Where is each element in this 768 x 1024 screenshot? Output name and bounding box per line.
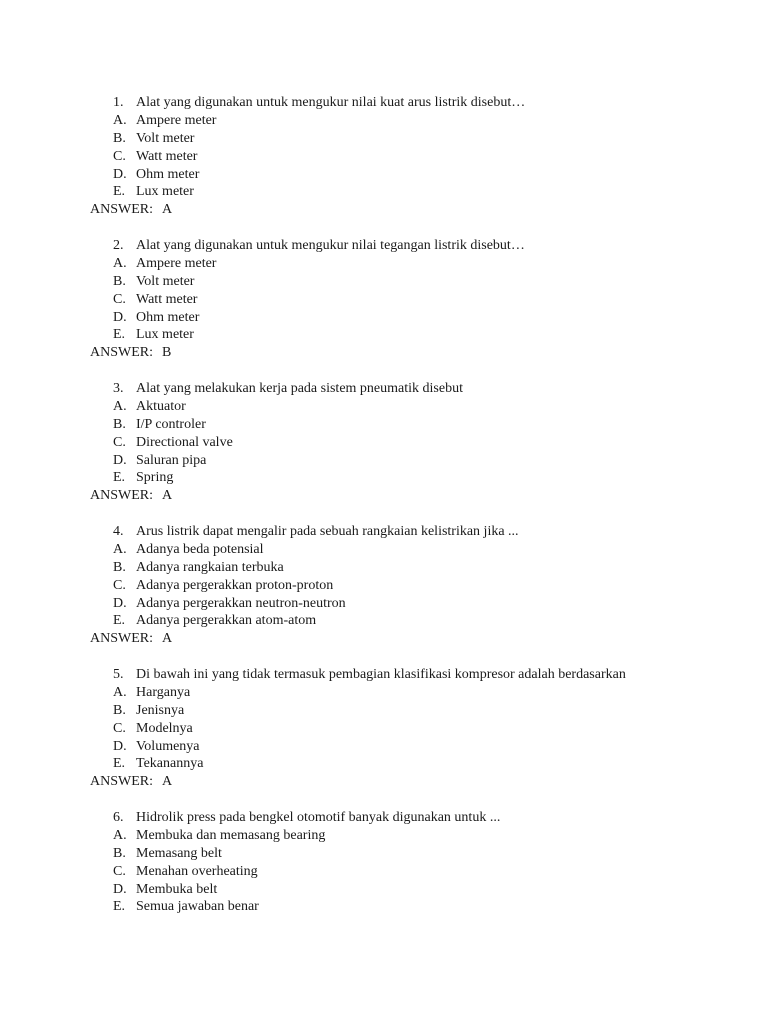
option-row — [0, 684, 768, 702]
option-letter: A. — [113, 398, 127, 414]
option-text: Directional valve — [136, 434, 233, 450]
question-stem — [0, 94, 768, 112]
option-text: Adanya pergerakkan neutron-neutron — [136, 595, 346, 611]
option-text: Menahan overheating — [136, 863, 258, 879]
answer-value: A — [162, 774, 173, 790]
question-text: Hidrolik press pada bengkel otomotif banyak digunakan untuk ... — [136, 810, 501, 825]
option-letter: D. — [113, 452, 127, 468]
option-text: Ohm meter — [136, 166, 200, 182]
option-row — [0, 452, 768, 470]
option-row — [0, 738, 768, 756]
option-letter: E. — [113, 899, 126, 915]
option-text: Watt meter — [136, 291, 198, 307]
question-number: 2. — [113, 238, 124, 253]
option-letter: B. — [113, 416, 126, 432]
question-block — [0, 380, 768, 523]
question-number: 4. — [113, 524, 124, 539]
option-letter: D. — [113, 309, 127, 325]
answer-value: B — [162, 345, 172, 361]
question-block — [0, 94, 768, 237]
answer-line — [0, 487, 768, 505]
option-letter: A. — [113, 827, 127, 843]
option-row — [0, 130, 768, 148]
option-row — [0, 416, 768, 434]
option-letter: A. — [113, 684, 127, 700]
option-text: Spring — [136, 470, 174, 486]
question-stem — [0, 380, 768, 398]
option-row — [0, 183, 768, 201]
answer-line — [0, 201, 768, 219]
option-letter: B. — [113, 273, 126, 289]
option-text: Memasang belt — [136, 845, 222, 861]
question-text: Alat yang digunakan untuk mengukur nilai tegangan listrik disebut… — [136, 238, 525, 253]
option-letter: C. — [113, 434, 126, 450]
option-row — [0, 881, 768, 899]
option-letter: C. — [113, 720, 126, 736]
option-row — [0, 273, 768, 291]
answer-line — [0, 344, 768, 362]
option-row — [0, 469, 768, 487]
option-row — [0, 612, 768, 630]
question-block — [0, 237, 768, 380]
answer-label: ANSWER: — [90, 202, 153, 218]
answer-label: ANSWER: — [90, 631, 153, 647]
option-row — [0, 577, 768, 595]
option-row — [0, 559, 768, 577]
option-row — [0, 702, 768, 720]
option-row — [0, 845, 768, 863]
option-row — [0, 898, 768, 916]
option-row — [0, 148, 768, 166]
question-block — [0, 523, 768, 666]
question-text: Alat yang digunakan untuk mengukur nilai kuat arus listrik disebut… — [136, 95, 526, 110]
option-text: Membuka dan memasang bearing — [136, 827, 326, 843]
answer-label: ANSWER: — [90, 345, 153, 361]
option-letter: E. — [113, 613, 126, 629]
option-row — [0, 166, 768, 184]
option-letter: A. — [113, 255, 127, 271]
option-text: Volt meter — [136, 273, 195, 289]
option-text: Tekanannya — [136, 756, 204, 772]
option-row — [0, 434, 768, 452]
option-text: Adanya pergerakkan atom-atom — [136, 613, 317, 629]
option-row — [0, 309, 768, 327]
option-row — [0, 720, 768, 738]
option-letter: D. — [113, 166, 127, 182]
answer-line — [0, 630, 768, 648]
option-letter: C. — [113, 577, 126, 593]
question-number: 5. — [113, 667, 124, 682]
question-block — [0, 666, 768, 809]
option-text: Modelnya — [136, 720, 193, 736]
option-text: Ohm meter — [136, 309, 200, 325]
option-letter: E. — [113, 470, 126, 486]
answer-value: A — [162, 202, 173, 218]
option-text: Adanya rangkaian terbuka — [136, 559, 284, 575]
option-letter: B. — [113, 559, 126, 575]
option-letter: E. — [113, 327, 126, 343]
option-row — [0, 291, 768, 309]
question-number: 6. — [113, 810, 124, 825]
question-number: 3. — [113, 381, 124, 396]
option-letter: C. — [113, 291, 126, 307]
option-row — [0, 541, 768, 559]
answer-value: A — [162, 631, 173, 647]
option-text: Membuka belt — [136, 881, 218, 897]
option-letter: D. — [113, 881, 127, 897]
option-text: Saluran pipa — [136, 452, 207, 468]
option-row — [0, 827, 768, 845]
answer-label: ANSWER: — [90, 488, 153, 504]
option-row — [0, 595, 768, 613]
option-letter: A. — [113, 541, 127, 557]
option-text: Aktuator — [136, 398, 186, 414]
question-text: Alat yang melakukan kerja pada sistem pneumatik disebut — [136, 381, 463, 396]
answer-label: ANSWER: — [90, 774, 153, 790]
question-block — [0, 809, 768, 952]
option-text: Lux meter — [136, 327, 194, 343]
option-letter: B. — [113, 702, 126, 718]
option-letter: B. — [113, 130, 126, 146]
option-text: Volumenya — [136, 738, 200, 754]
question-stem — [0, 237, 768, 255]
option-letter: A. — [113, 112, 127, 128]
question-stem — [0, 523, 768, 541]
option-text: Volt meter — [136, 130, 195, 146]
option-text: I/P controler — [136, 416, 206, 432]
option-text: Jenisnya — [136, 702, 185, 718]
answer-line — [0, 773, 768, 791]
question-stem — [0, 666, 768, 684]
option-row — [0, 398, 768, 416]
option-text: Watt meter — [136, 148, 198, 164]
option-text: Adanya beda potensial — [136, 541, 264, 557]
option-letter: B. — [113, 845, 126, 861]
option-letter: D. — [113, 595, 127, 611]
option-row — [0, 326, 768, 344]
question-text: Arus listrik dapat mengalir pada sebuah rangkaian kelistrikan jika ... — [136, 524, 519, 539]
option-text: Ampere meter — [136, 255, 217, 271]
option-row — [0, 863, 768, 881]
option-row — [0, 112, 768, 130]
option-letter: C. — [113, 863, 126, 879]
question-number: 1. — [113, 95, 124, 110]
option-letter: C. — [113, 148, 126, 164]
quiz-document — [0, 94, 768, 952]
option-row — [0, 755, 768, 773]
option-letter: E. — [113, 184, 126, 200]
option-text: Semua jawaban benar — [136, 899, 259, 915]
option-text: Ampere meter — [136, 112, 217, 128]
question-stem — [0, 809, 768, 827]
question-text: Di bawah ini yang tidak termasuk pembagian klasifikasi kompresor adalah berdasarkan — [136, 667, 626, 682]
option-text: Adanya pergerakkan proton-proton — [136, 577, 334, 593]
option-letter: E. — [113, 756, 126, 772]
option-text: Harganya — [136, 684, 191, 700]
option-row — [0, 255, 768, 273]
option-text: Lux meter — [136, 184, 194, 200]
option-letter: D. — [113, 738, 127, 754]
answer-value: A — [162, 488, 173, 504]
